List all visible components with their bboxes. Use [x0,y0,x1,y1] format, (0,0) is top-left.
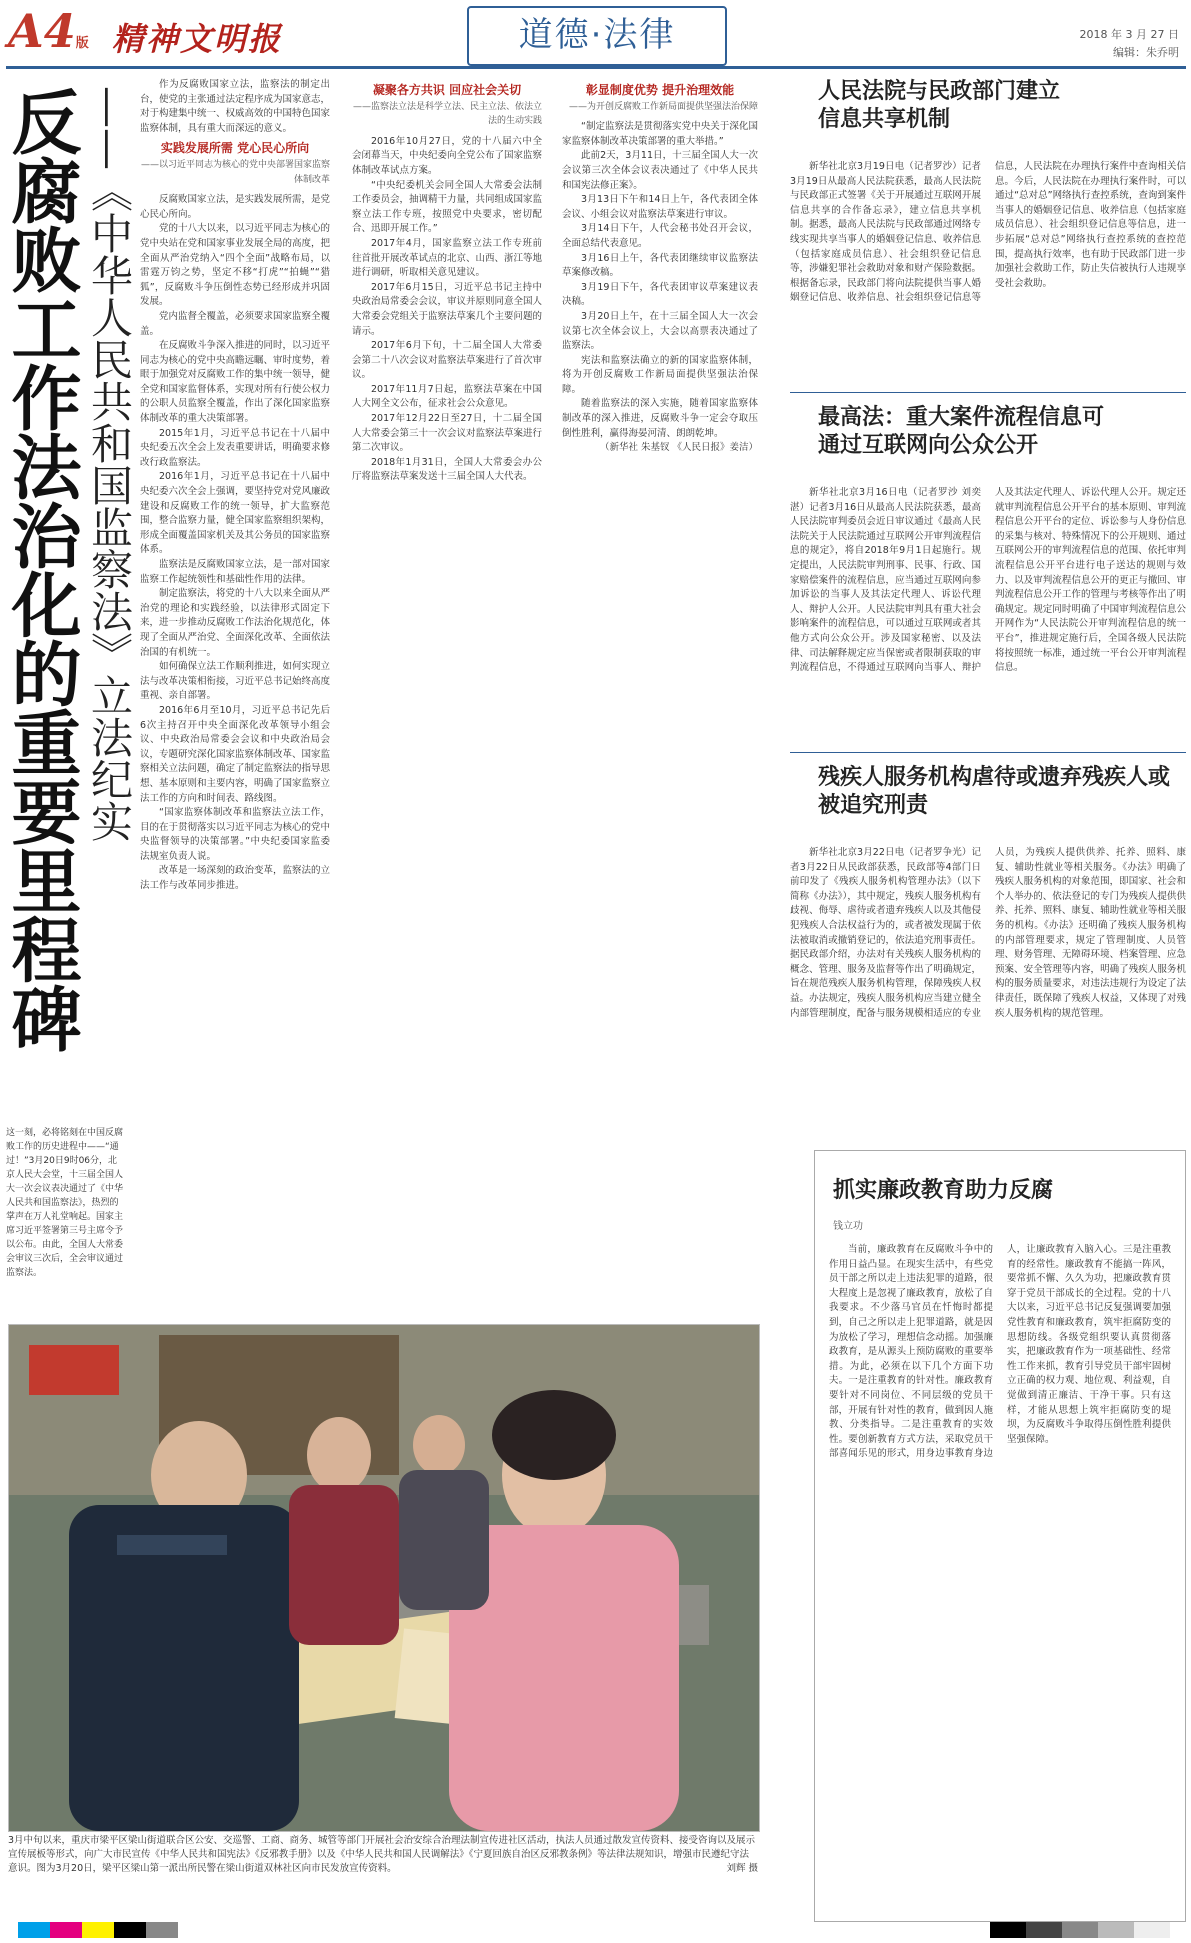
main-p15: “中央纪委机关会同全国人大常委会法制工作委员会，抽调精干力量，共同组成国家监察立法工作专班，按照党中央要求，密切配合、迅即开展工作。” [352,179,542,235]
main-p10: 如何确保立法工作顺利推进，如何实现立法与改革决策相衔接，习近平总书记始终高度重视、亲自部署。 [140,661,330,702]
section1-note: ——以习近平同志为核心的党中央部署国家监察体制改革 [140,159,330,185]
main-p19: 2017年11月7日起，监察法草案在中国人大网全文公布，征求社会公众意见。 [352,383,542,410]
page-header [0,0,1191,66]
main-p9: 制定监察法，将党的十八大以来全面从严治党的理论和实践经验，以法律形式固定下来，进一步推动反腐败工作法治化规范化，体现了全面从严治党、全面深化改革、全面依法治国的有机统一。 [140,588,330,658]
main-p7: 2016年1月，习近平总书记在十八届中央纪委六次全会上强调，要坚持党对党风廉政建设和反腐败工作的统一领导，扩大监察范围，整合监察力量，健全国家监察组织架构，形成全面覆盖国家机关及其公务员的国家监察体系。 [140,471,330,556]
article4-author: 钱立功 [833,1221,863,1232]
section1-heading: 实践发展所需 党心民心所向 [160,141,310,156]
article3-text: 新华社北京3月22日电（记者罗争光）记者3月22日从民政部获悉，民政部等4部门日前印发了《残疾人服务机构管理办法》（以下简称《办法》），其中规定，残疾人服务机构有歧视、侮辱、虐待或者遗弃残疾人以及其他侵犯残疾人合法权益行为的，或者被发现属于依法被取消或撤销登记的，依法追究刑事责任。据民政部介绍，办法对有关残疾人服务机构的概念、管理、服务及监督等作出了明确规定，旨在规范残疾人服务机构管理，保障残疾人权益。办法规定，残疾人服务机构应当建立健全内部管理制度，配备与服务规模相适应的专业人员，为残疾人提供供养、托养、照料、康复、辅助性就业等相关服务。《办法》明确了残疾人服务机构的对象范围，即国家、社会和个人举办的、依法登记的专门为残疾人提供供养、托养、照料、康复、辅助性就业等相关服务的机构。《办法》还明确了残疾人服务机构的内部管理要求，规定了管理制度、人员管理、财务管理、无障碍环境、档案管理、应急预案、安全管理等内容，明确了残疾人服务机构的服务质量要求，对违法违规行为设定了法律责任，既保障了残疾人权益，又体现了对残疾人服务机构的规范管理。 [790,847,1186,1019]
rule-2 [790,752,1186,753]
masthead: 精神文明报 [112,20,283,58]
main-subheadline: ——《中华人民共和国监察法》立法纪实 [85,86,134,842]
commentary-box [814,1150,1186,1922]
article3-title: 残疾人服务机构虐待或遗弃残疾人或被追究刑责 [818,765,1171,818]
main-article-col-2 [352,78,542,1318]
page-suffix: 版 [75,36,89,51]
main-p6: 2015年1月，习近平总书记在十八届中央纪委五次全会上发表重要讲话，明确要求修改行政监察法。 [140,427,330,468]
main-p14: 2016年10月27日，党的十八届六中全会闭幕当天，中央纪委向全党公布了国家监察体制改革试点方案。 [352,135,542,176]
main-p12: “国家监察体制改革和监察法立法工作，目的在于贯彻落实以习近平同志为核心的党中央监督领导的决策部署。”中央纪委国家监委法规室负责人说。 [140,807,330,862]
main-p5: 在反腐败斗争深入推进的同时，以习近平同志为核心的党中央高瞻远瞩、审时度势，着眼于加强党对反腐败工作的集中统一领导，健全党和国家监督体系，实现对所有行使公权力的公职人员监察全覆盖，作出了深化国家监察体制改革的重大决策部署。 [140,340,330,425]
section3-note: ——为开创反腐败工作新局面提供坚强法治保障 [568,101,758,112]
main-p30: 随着监察法的深入实施，随着国家监察体制改革的深入推进，反腐败斗争一定会夺取压倒性胜利，赢得海晏河清、朗朗乾坤。 [562,398,758,439]
main-article-col-1 [140,78,330,1318]
main-p23: 此前2天，3月11日，十三届全国人大一次会议第三次全体会议表决通过了《中华人民共和国宪法修正案》。 [562,150,758,191]
article1-title: 人民法院与民政部门建立信息共享机制 [818,79,1061,132]
main-p11: 2016年6月至10月，习近平总书记先后6次主持召开中央全面深化改革领导小组会议、中央政治局常委会会议和中央政治局会议，专题研究深化国家监察体制改革、国家监察相关立法问题，确定了制定监察法的指导思想、基本原则和主要内容，明确了国家监察立法工作的方向和时间表、路线图。 [140,704,330,804]
section2-note: ——监察法立法是科学立法、民主立法、依法立法的生动实践 [352,101,542,127]
article4-body [829,1243,1171,1908]
article1-text: 新华社北京3月19日电（记者罗沙）记者3月19日从最高人民法院获悉，最高人民法院与民政部正式签署《关于开展通过互联网开展信息共享的合作备忘录》，建立信息共享机制。据悉，最高人民法院与民政部通过网络专线实现共享当事人的婚姻登记信息、收养信息（包括家庭成员信息）、社会组织登记信息等，涉嫌犯罪社会救助对象和财产保险数据。根据备忘录，民政部门将向法院提供当事人婚姻登记信息、收养信息、社会组织登记信息等信息，人民法院在办理执行案件中查询相关信息。今后，人民法院在办理执行案件时，可以通过“总对总”网络执行查控系统，查询到案件当事人的婚姻登记信息、收养信息（包括家庭成员信息）、社会组织登记信息等信息，进一步拓展“总对总”网络执行查控系统的查控范围，提高执行效率，也有助于民政部门进一步加强社会救助工作，防止失信被执行人违规享受社会救助。 [790,161,1186,304]
main-p2: 反腐败国家立法，是实践发展所需，是党心民心所向。 [140,194,330,220]
article3-body [790,846,1186,1126]
main-p4: 党内监督全覆盖，必须要求国家监察全覆盖。 [140,310,330,337]
main-p18: 2017年6月下旬，十二届全国人大常委会第二十八次会议对监察法草案进行了首次审议。 [352,340,542,381]
article2-body [790,486,1186,738]
main-p1: 作为反腐败国家立法，监察法的制定出台，使党的主张通过法定程序成为国家意志，对于构建集中统一、权威高效的中国特色国家监察体制，具有重大而深远的意义。 [140,79,330,134]
main-byline: （新华社 朱基钗 《人民日报》姜洁） [599,442,758,454]
main-p25: 3月14日下午，人代会秘书处召开会议，全面总结代表意见。 [562,223,758,249]
main-p21: 2018年1月31日，全国人大常委会办公厅将监察法草案发送十三届全国人大代表。 [352,456,542,483]
main-headline: 反腐败工作法治化的重要里程碑 [0,86,82,1052]
main-p17: 2017年6月15日，习近平总书记主持中央政治局常委会会议，审议并原则同意全国人大常委会党组关于监察法草案几个主要问题的请示。 [352,281,542,337]
article2-text: 新华社北京3月16日电（记者罗沙 刘奕湛）记者3月16日从最高人民法院获悉，最高人民法院审判委员会近日审议通过《最高人民法院关于人民法院通过互联网公开审判流程信息的规定》，将自2018年9月1日起施行。规定提出，人民法院审判刑事、民事、行政、国家赔偿案件的流程信息，应当通过互联网向参加诉讼的当事人及其法定代理人、诉讼代理人、辩护人公开。人民法院审判具有重大社会影响案件的流程信息，可以通过互联网或者其他方式向公众公开。涉及国家秘密、以及法律、司法解释规定应当保密或者限制获取的审判流程信息，不得通过互联网向当事人、辩护人及其法定代理人、诉讼代理人公开。规定还就审判流程信息公开平台的基本原则、审判流程信息公开平台的定位、诉讼参与人身份信息的采集与核对、特殊情况下的公开规则、通过互联网公开的审判流程信息的范围、依托审判流程信息公开平台进行电子送达的规则与效力、以及审判流程信息公开的更正与撤回、审判流程信息公开工作的管理与考核等作出了明确规定。规定同时明确了中国审判流程信息公开网作为“人民法院公开审判流程信息的统一平台”，推进规定施行后，全国各级人民法院将按照统一标准，通过统一平台公开审判流程信息。 [790,487,1186,674]
print-color-bar-left [18,1922,178,1938]
section-title-box [467,6,727,66]
main-p20: 2017年12月22日至27日，十二届全国人大常委会第三十一次会议对监察法草案进行第二次审议。 [352,413,542,454]
main-p13: 改革是一场深刻的政治变革，监察法的立法工作与改革同步推进。 [140,865,330,892]
main-p22: “制定监察法是贯彻落实党中央关于深化国家监察体制改革决策部署的重大举措。” [562,121,758,147]
section3-heading: 彰显制度优势 提升治理效能 [585,83,735,97]
header-divider [6,66,1186,69]
main-p8: 监察法是反腐败国家立法，是一部对国家监察工作起统领性和基础性作用的法律。 [140,559,330,585]
article1-body [790,160,1186,380]
article2-title: 最高法：重大案件流程信息可通过互联网向公众公开 [818,405,1105,458]
main-p29: 宪法和监察法确立的新的国家监察体制，将为开创反腐败工作新局面提供坚强法治保障。 [562,354,758,395]
news-photo [8,1324,760,1832]
main-article-col-3 [562,78,758,1318]
main-p26: 3月16日上午，各代表团继续审议监察法草案修改稿。 [562,252,758,279]
issue-date: 2018 年 3 月 27 日 [1079,28,1179,41]
photo-caption [8,1834,758,1876]
main-p28: 3月20日上午，在十三届全国人大一次会议第七次全体会议上，大会以高票表决通过了监察法。 [562,310,758,352]
photo-illustration [9,1325,759,1831]
article4-text: 当前，廉政教育在反腐败斗争中的作用日益凸显。在现实生活中，有些党员干部之所以走上违法犯罪的道路，很大程度上是忽视了廉政教育，放松了自我要求。不少落马官员在忏悔时都提到，自己之所以走上犯罪道路，就是因为放松了学习，理想信念动摇。加强廉政教育，是从源头上预防腐败的重要举措。为此，必须在以下几个方面下功夫。一是注重教育的针对性。廉政教育要针对不同岗位、不同层级的党员干部，开展有针对性的教育，做到因人施教、分类指导。二是注重教育的实效性。要创新教育方式方法，采取党员干部喜闻乐见的形式，用身边事教育身边人，让廉政教育入脑入心。三是注重教育的经常性。廉政教育不能搞一阵风，要常抓不懈、久久为功，把廉政教育贯穿于党员干部成长的全过程。党的十八大以来，习近平总书记反复强调要加强党性教育和廉政教育，筑牢拒腐防变的思想防线。各级党组织要认真贯彻落实，把廉政教育作为一项基础性、经常性工作来抓，教育引导党员干部牢固树立正确的权力观、地位观、利益观，自觉做到清正廉洁、干净干事。只有这样，才能从思想上筑牢拒腐防变的堤坝，为反腐败斗争取得压倒性胜利提供坚强保障。 [829,1244,1171,1460]
main-p3: 党的十八大以来，以习近平同志为核心的党中央站在党和国家事业发展全局的高度，把全面从严治党纳入“四个全面”战略布局，以雷霆万钧之势，坚定不移“打虎”“拍蝇”“猎狐”，反腐败斗争压倒性态势已经形成并巩固发展。 [140,223,330,308]
rule-1 [790,392,1186,393]
print-color-bar-right [990,1922,1170,1938]
main-p16: 2017年4月，国家监察立法工作专班前往首批开展改革试点的北京、山西、浙江等地进行调研，听取相关意见建议。 [352,237,542,279]
editor-credit: 编辑：朱乔明 [1113,46,1179,59]
photo-credit: 刘辉 摄 [726,1863,758,1874]
photo-caption-text: 3月中旬以来，重庆市梁平区梁山街道联合区公安、交巡警、工商、商务、城管等部门开展社会治安综合治理法制宣传进社区活动，执法人员通过散发宣传资料、接受咨询以及展示宣传展板等形式，向广大市民宣传《中华人民共和国宪法》《反邪教手册》以及《中华人民共和国人民调解法》《宁夏回族自治区反邪教条例》等法律法规知识，增强市民遵纪守法意识。图为3月20日，梁平区梁山第一派出所民警在梁山街道双林社区向市民发放宣传资料。 [8,1835,756,1874]
main-p24: 3月13日下午和14日上午，各代表团全体会议、小组会议对监察法草案进行审议。 [562,194,758,220]
article4-title: 抓实廉政教育助力反腐 [833,1178,1054,1203]
page-number: A4版 [8,4,89,58]
section-title: 道德·法律 [518,15,676,55]
section2-heading: 凝聚各方共识 回应社会关切 [372,83,522,97]
intro-paragraph: 这一刻，必将铭刻在中国反腐败工作的历史进程中——“通过！”3月20日9时06分，北京人民大会堂，十三届全国人大一次会议表决通过了《中华人民共和国监察法》，热烈的掌声在万人礼堂响起。国家主席习近平签署第三号主席令予以公布。由此，全国人大常委会审议三次后，全会审议通过监察法。 [6,1128,124,1278]
main-p27: 3月19日下午，各代表团审议草案建议表决稿。 [562,281,758,308]
